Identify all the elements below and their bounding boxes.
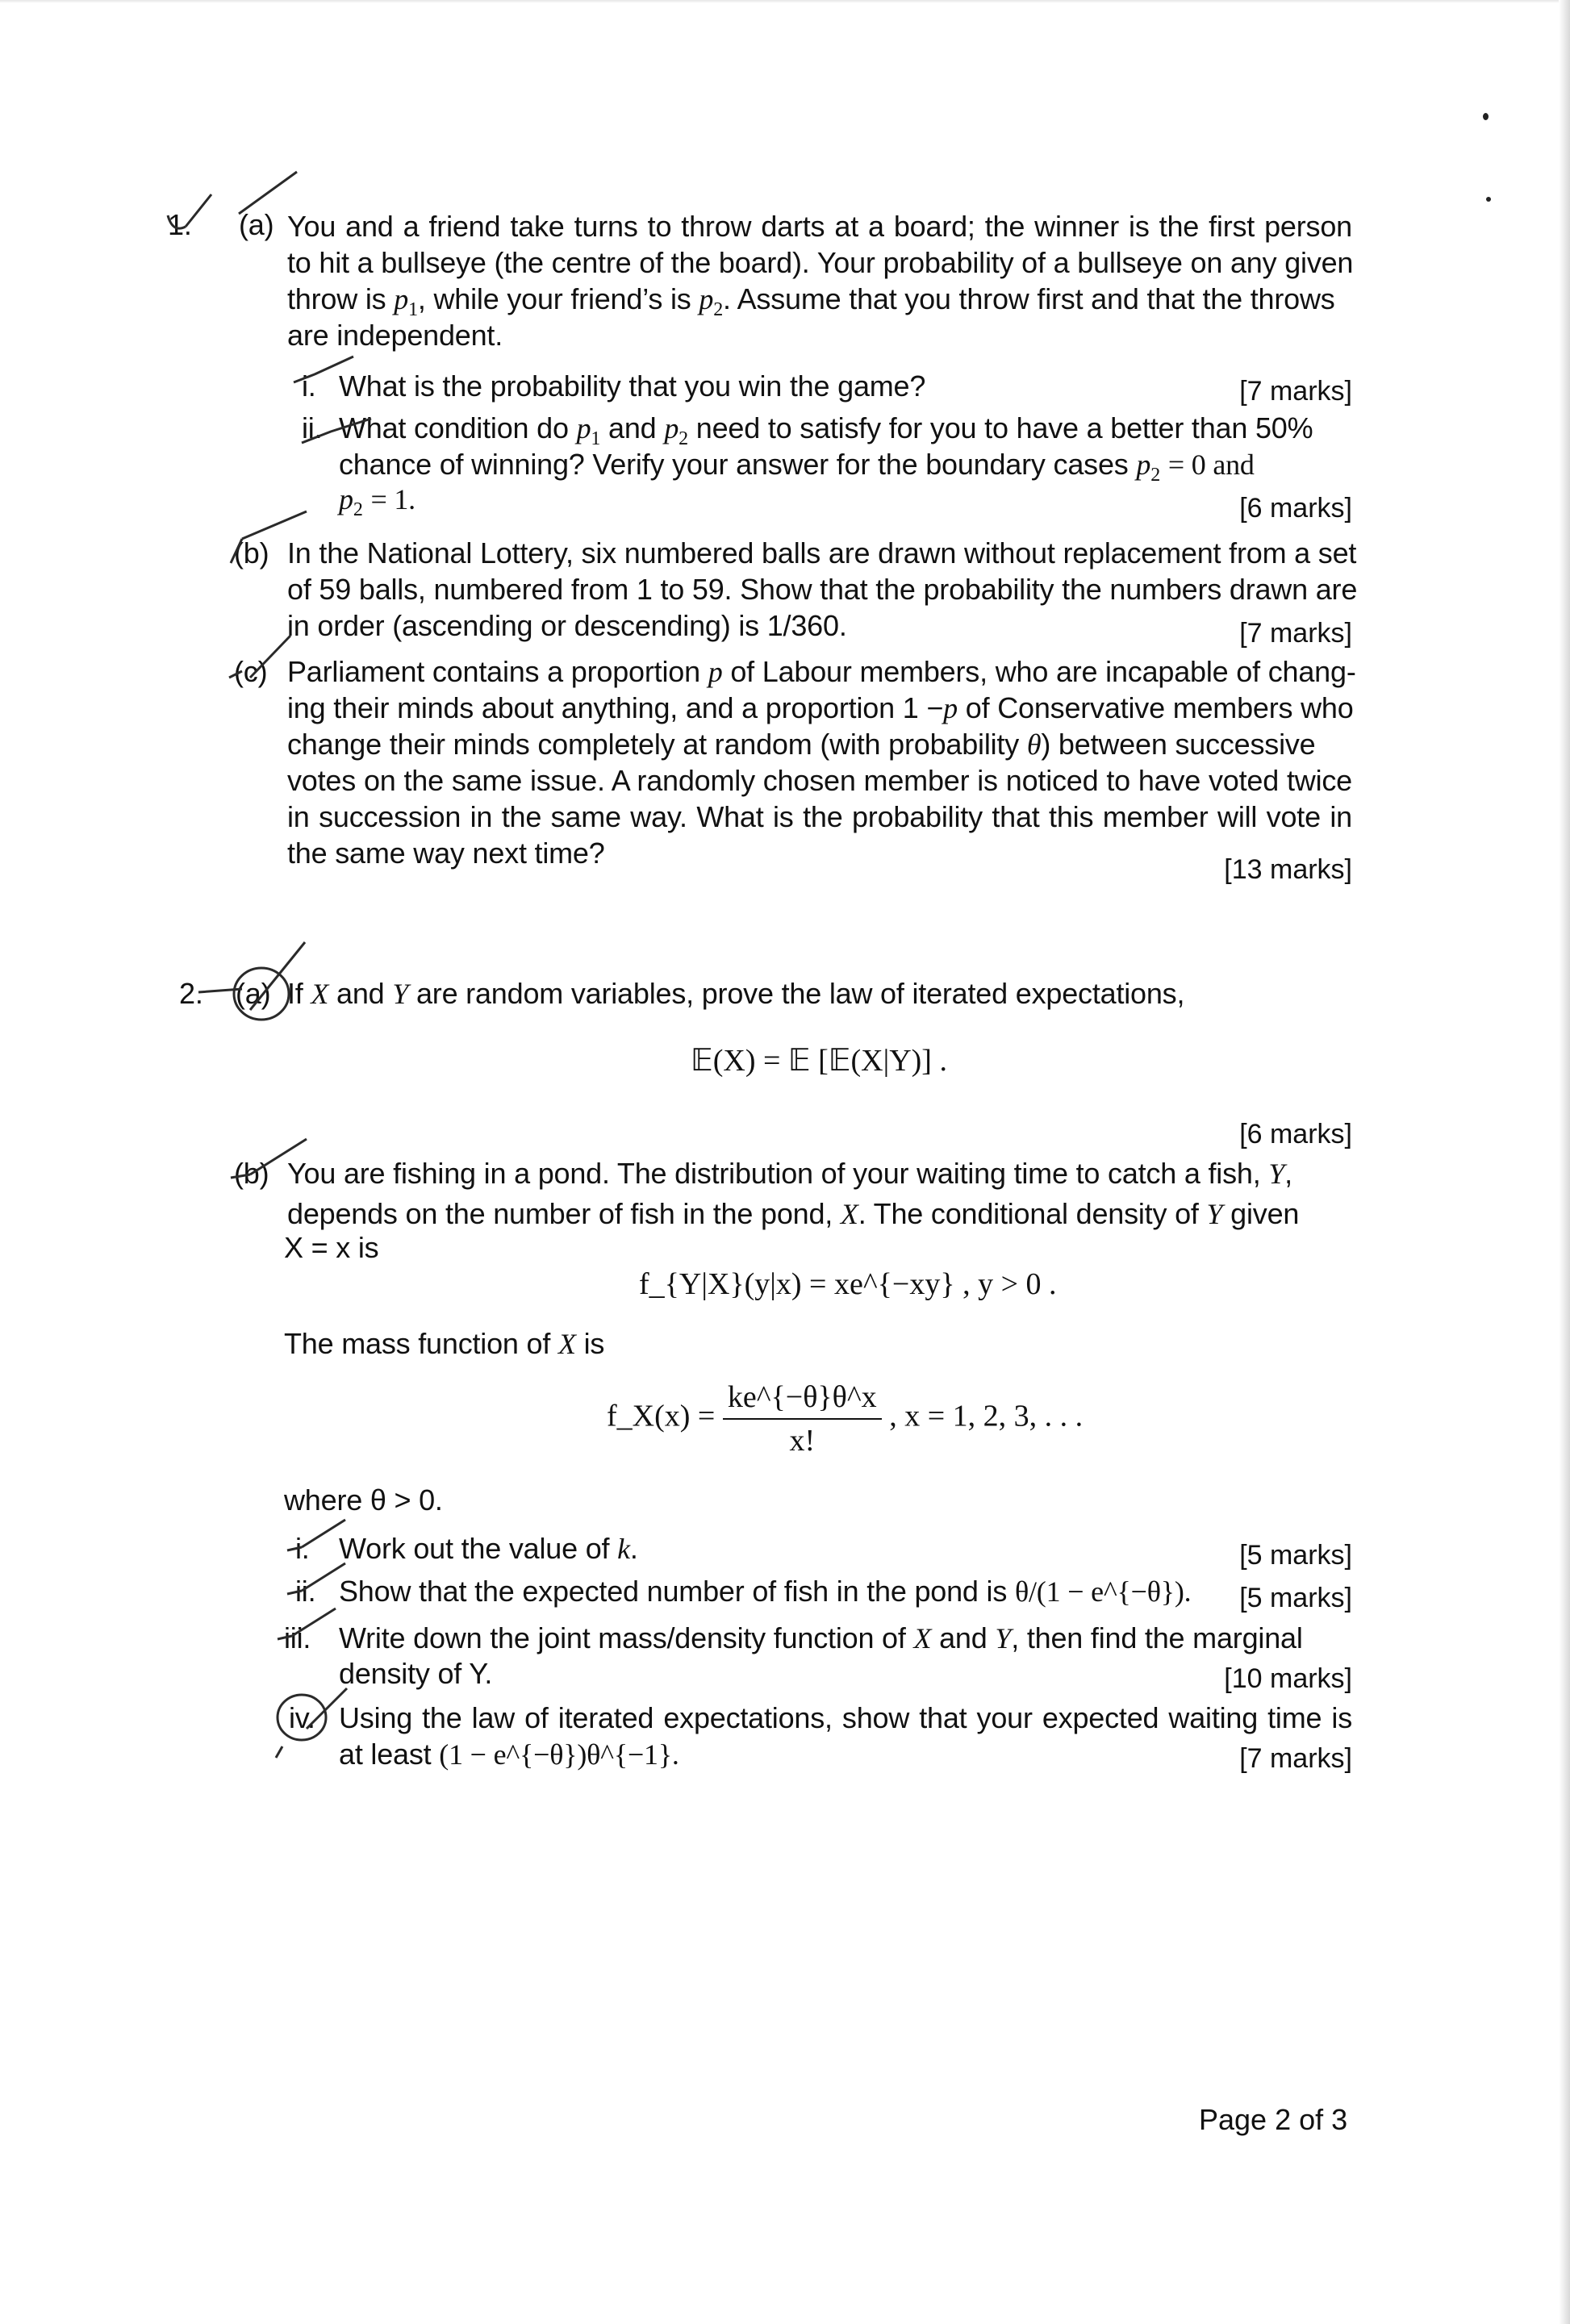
q1c-line2: ing their minds about anything, and a proportion 1 −p of Conservative members who [287,691,1354,724]
q2a-line1: If X and Y are random variables, prove the law of iterated expectations, [287,977,1185,1010]
q2bii-text: Show that the expected number of fish in the pond is θ/(1 − e^{−θ}). [339,1575,1192,1608]
q1c-label: (c) [234,655,268,688]
q2bi-label: i. [295,1532,310,1565]
q2biii-marks: [10 marks] [1224,1663,1352,1694]
mass-function-equation: f_X(x) = $\frac{ke\^{}\{-\theta\}\theta\^{}x}{x!}$ , x = 1, 2, 3, . . . [607,1380,1084,1458]
q1aii-line1: What condition do $p_1$ and $p_2$ need to satisfy for you to have a better than 50% [339,411,1313,450]
q2b-line1: You are fishing in a pond. The distribution of your waiting time to catch a fish, Y, [287,1157,1292,1190]
q2biv-line1: Using the law of iterated expectations, show that your expected waiting time is [339,1701,1352,1734]
q2biv-label: iv. [289,1701,315,1734]
q1b-line2: of 59 balls, numbered from 1 to 59. Show that the probability the numbers drawn are [287,573,1358,606]
var-p1: $p_1$ [394,283,418,321]
iterated-expectation-equation: 𝔼(X) = 𝔼 [𝔼(X|Y)] . [691,1044,947,1078]
q2bi-marks: [5 marks] [1239,1540,1352,1571]
q2a-marks: [6 marks] [1239,1119,1352,1149]
speck-dot [1486,197,1491,202]
q2b-line3: X = x is [284,1231,379,1264]
q1c-line3: change their minds completely at random (with probability θ) between successive [287,728,1316,761]
q1ai-text: What is the probability that you win the game? [339,369,926,403]
q1b-label: (b) [234,536,269,570]
q1b-marks: [7 marks] [1239,618,1352,649]
q1c-line1: Parliament contains a proportion p of Labour members, who are incapable of chang- [287,655,1356,688]
q2b-label: (b) [234,1157,269,1190]
q1aii-label: ii. [302,411,323,444]
var-p2: $p_2$ [699,283,723,321]
q2biii-line1: Write down the joint mass/density function of X and Y, then find the marginal [339,1621,1303,1654]
q1aii-marks: [6 marks] [1239,493,1352,524]
q1aii-line2: chance of winning? Verify your answer for the boundary cases $p_2 = 0$ and [339,448,1255,486]
page-number: Page 2 of 3 [1199,2103,1348,2136]
q2biii-line2: density of Y. [339,1657,493,1690]
q1c-line4: votes on the same issue. A randomly chosen member is noticed to have voted twice [287,764,1352,797]
q2b-line2: depends on the number of fish in the pond, X. The conditional density of Y given [287,1197,1300,1230]
q1a-label: (a) [239,208,274,241]
q2biv-line2: at least (1 − e^{−θ})θ^{−1}. [339,1738,679,1771]
speck-dot [1483,113,1489,120]
q2bi-text: Work out the value of k. [339,1532,638,1565]
q2biii-label: iii. [284,1621,311,1654]
q1a-line2: to hit a bullseye (the centre of the board). Your probability of a bullseye on any given [287,246,1354,279]
q1a-line1: You and a friend take turns to throw darts at a board; the winner is the first person [287,210,1352,243]
q1a-line3-a: throw is [287,282,386,315]
scan-top-edge [0,0,1570,3]
q1b-line1: In the National Lottery, six numbered balls are drawn without replacement from a set [287,536,1357,570]
q1aii-line3: $p_2 = 1$. [339,483,415,521]
q2bii-label: ii. [295,1575,316,1608]
q2bii-marks: [5 marks] [1239,1583,1352,1613]
conditional-density-equation: f_{Y|X}(y|x) = xe^{−xy} , y > 0 . [639,1267,1057,1301]
q1a-line3-b: , while your friend’s is [417,282,691,315]
q2-number: 2. [179,977,203,1010]
q1a-line3-c: . Assume that you throw first and that the throws [723,282,1335,315]
q2biv-marks: [7 marks] [1239,1743,1352,1774]
q2b-where: where θ > 0. [284,1483,443,1517]
q2a-label: (a) [236,977,271,1010]
q1ai-label: i. [302,369,316,403]
scan-right-edge [1559,0,1570,2324]
q1c-marks: [13 marks] [1224,854,1352,885]
q1b-line3: in order (ascending or descending) is 1/360. [287,609,847,642]
mass-function-fraction: $\frac{ke\^{}\{-\theta\}\theta\^{}x}{x!}$ [723,1379,882,1458]
q1ai-marks: [7 marks] [1239,376,1352,407]
q2b-mass-intro: The mass function of X is [284,1327,605,1360]
q1c-line5: in succession in the same way. What is the probability that this member will vote in [287,800,1352,833]
q1a-line4: are independent. [287,319,503,352]
q1-number: 1. [168,208,192,241]
q1c-line6: the same way next time? [287,837,605,870]
